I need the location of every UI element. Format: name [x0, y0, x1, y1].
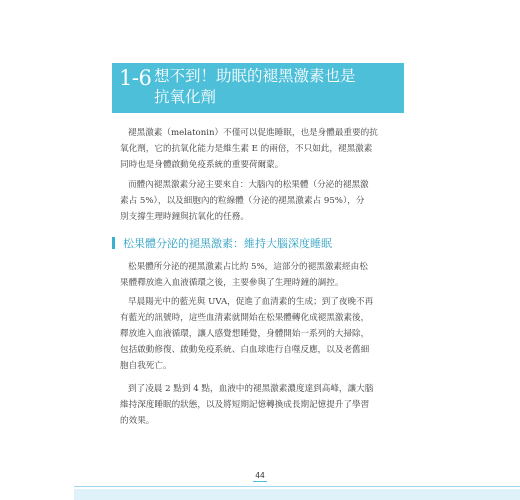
intro-paragraph-1 [120, 125, 390, 173]
text-line: 褪黑激素（melatonin）不僅可以促進睡眠，也是身體最重要的抗 [128, 128, 378, 138]
text-line: 包括啟動修復、啟動免疫系統、白血球進行自噬反應，以及老舊細 [120, 345, 370, 355]
text-line: 到了凌晨 2 點到 4 點，血液中的褪黑激素濃度達到高峰，讓大腦 [128, 384, 374, 394]
text-line: 胞自我死亡。 [120, 361, 172, 371]
text-line: 松果體所分泌的褪黑激素占比約 5%，這部分的褪黑激素經由松 [128, 262, 368, 272]
intro-paragraph-2 [120, 177, 390, 225]
text-line: 素占 5%），以及細胞內的粒線體（分泌的褪黑激素占 95%），分 [120, 196, 365, 206]
section-paragraph-2 [120, 294, 390, 374]
section-marker [112, 237, 115, 249]
text-line: 有藍光的訊號時，這些血清素就開始在松果體轉化成褪黑激素後， [120, 313, 370, 323]
footer-band [74, 489, 520, 500]
section-heading [112, 236, 412, 250]
footer-divider [74, 486, 520, 487]
text-line: 同時也是身體啟動免疫系統的重要荷爾蒙。 [120, 160, 284, 170]
chapter-title-line: 想不到！助眠的褪黑激素也是 [154, 67, 356, 85]
section-paragraph-1 [120, 259, 390, 291]
text-line: 別支撐生理時鐘與抗氧化的任務。 [120, 212, 249, 222]
text-line: 氧化劑，它的抗氧化能力是維生素 E 的兩倍，不只如此，褪黑激素 [120, 144, 373, 154]
text-line: 維持深度睡眠的狀態，以及將短期記憶轉換成長期記憶提升了學習 [120, 400, 370, 410]
text-line: 的效果。 [120, 416, 155, 426]
text-line: 果體釋放進入血液循環之後，主要參與了生理時鐘的調控。 [120, 278, 344, 288]
chapter-title [154, 66, 398, 108]
text-line: 釋放進入血液循環，讓人感覺想睡覺，身體開始一系列的大掃除， [120, 329, 370, 339]
page-number-text: 44 [255, 471, 265, 480]
chapter-number: 1-6 [119, 66, 152, 90]
chapter-title-line: 抗氧化劑 [154, 88, 217, 106]
text-line: 而體內褪黑激素分泌主要來自：大腦內的松果體（分泌的褪黑激 [128, 180, 369, 190]
page-number [0, 471, 520, 482]
text-line: 早晨陽光中的藍光與 UVA，促進了血清素的生成；到了夜晚不再 [128, 297, 374, 307]
section-paragraph-3 [120, 381, 390, 429]
section-title: 松果體分泌的褪黑激素：維持大腦深度睡眠 [123, 237, 332, 250]
